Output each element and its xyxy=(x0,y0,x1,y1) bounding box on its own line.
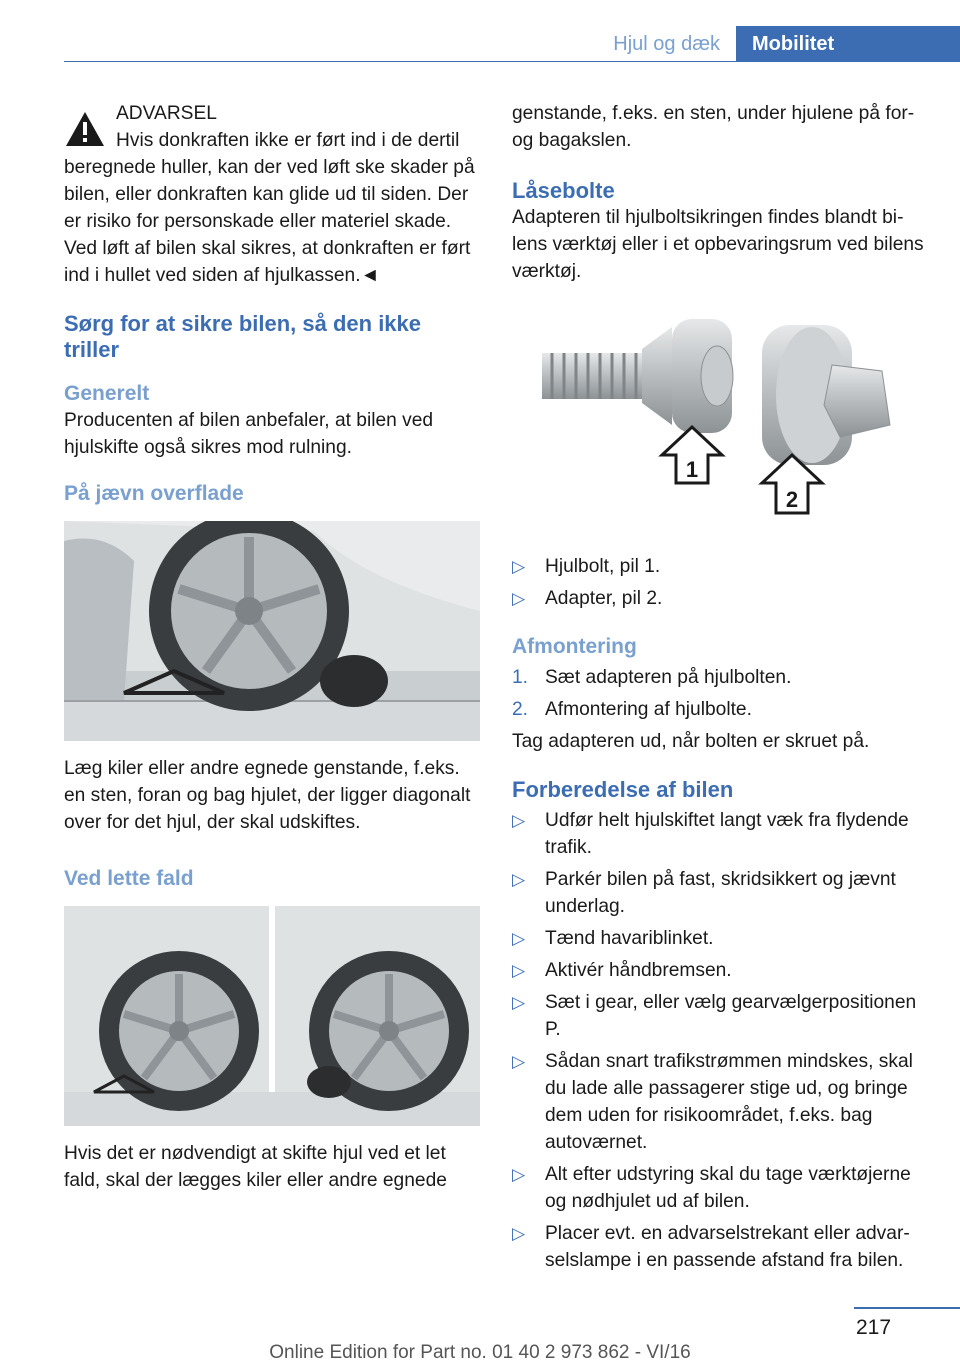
left-column xyxy=(64,100,480,1194)
para-removal: Tag adapteren ud, når bolten er skruet på. xyxy=(512,731,870,752)
list-item: ▷ Sæt i gear, eller vælg gearvælgerpositionen P. xyxy=(512,989,928,1043)
triangle-bullet-icon: ▷ xyxy=(512,1165,526,1184)
heading-slight-slope: Ved lette fald xyxy=(64,867,194,890)
arrow-label-1 xyxy=(662,427,722,483)
list-item: ▷ Udfør helt hjulskiftet langt væk fra flydende trafik. xyxy=(512,807,928,861)
triangle-bullet-icon: ▷ xyxy=(512,1052,526,1071)
warning-triangle-icon xyxy=(64,110,106,148)
wheel-slope-illustration xyxy=(64,906,480,1126)
list-item: ▷ Alt efter udstyring skal du tage værktøjerne og nødhjulet ud af bilen. xyxy=(512,1161,928,1215)
right-column xyxy=(512,100,928,1279)
list-item: ▷ Aktivér håndbremsen. xyxy=(512,957,928,984)
triangle-bullet-icon: ▷ xyxy=(512,993,526,1012)
chapter-tab[interactable]: Mobilitet xyxy=(736,26,960,62)
list-item: ▷ Placer evt. en advarselstrekant eller advarselslampe i en passende afstand fra bilen. xyxy=(512,1220,928,1274)
list-item: ▷ Adapter, pil 2. xyxy=(512,585,928,612)
figure-label-2: 2 xyxy=(785,487,799,512)
warning-first-line: Hvis donkraften ikke er ført ind i de dertil xyxy=(116,130,460,151)
bolt-adapter-illustration xyxy=(512,305,928,535)
removal-steps xyxy=(512,664,928,723)
para-slight-slope: Hvis det er nødvendigt at skifte hjul ved et let fald, skal der lægges kiler eller andre egnede xyxy=(64,1143,447,1191)
heading-removal: Afmontering xyxy=(512,635,637,658)
section-tab[interactable]: Hjul og dæk xyxy=(613,33,720,55)
edition-footer: Online Edition for Part no. 01 40 2 973 862 - VI/16 xyxy=(269,1342,691,1363)
header-tabs xyxy=(613,26,960,62)
para-general: Producenten af bilen anbefaler, at bilen ved hjulskifte også sikres mod rulning. xyxy=(64,410,434,458)
triangle-bullet-icon: ▷ xyxy=(512,929,526,948)
parts-list xyxy=(512,553,928,612)
wheel-level-illustration xyxy=(64,521,480,741)
photo-wheel-chock-slope xyxy=(64,906,480,1126)
warning-block xyxy=(64,100,480,289)
footer-rule xyxy=(854,1307,960,1309)
heading-lock-bolts: Låsebolte xyxy=(512,178,615,203)
triangle-bullet-icon: ▷ xyxy=(512,811,526,830)
para-lock-bolts: Adapteren til hjulboltsikringen findes blandt bilens værktøj eller i et opbevaringsrum ved bilens værktøj. xyxy=(512,207,924,282)
triangle-bullet-icon: ▷ xyxy=(512,961,526,980)
list-item: ▷ Tænd havariblinket. xyxy=(512,925,928,952)
list-item: 1. Sæt adapteren på hjulbolten. xyxy=(512,667,792,688)
para-continued: genstande, f.eks. en sten, under hjulene på for- og bagakslen. xyxy=(512,103,915,151)
list-item: ▷ Hjulbolt, pil 1. xyxy=(512,553,928,580)
photo-wheel-chock-level xyxy=(64,521,480,741)
list-item: 2. Afmontering af hjulbolte. xyxy=(512,699,752,720)
adapter-icon xyxy=(762,325,890,465)
triangle-bullet-icon: ▷ xyxy=(512,870,526,889)
list-item: ▷ Sådan snart trafikstrømmen mindskes, skal du lade alle passagerer stige ud, og bringe dem uden for risikoområdet, f.eks. bag autoværnet. xyxy=(512,1048,928,1156)
list-item: ▷ Parkér bilen på fast, skridsikkert og jævnt underlag. xyxy=(512,866,928,920)
heading-secure-vehicle: Sørg for at sikre bilen, så den ikke triller xyxy=(64,311,422,362)
preparation-list xyxy=(512,807,928,1274)
triangle-bullet-icon: ▷ xyxy=(512,589,526,608)
wheel-bolt-icon xyxy=(542,319,733,433)
figure-label-1: 1 xyxy=(685,457,699,482)
header-rule xyxy=(64,61,960,62)
para-level-surface: Læg kiler eller andre egnede genstande, f.eks. en sten, foran og bag hjulet, der ligger diagonalt over for det hjul, der skal udskiftes. xyxy=(64,758,471,833)
warning-body: beregnede huller, kan der ved løft ske skader på bilen, eller donkraften kan glide ud til siden. Der er risiko for personskade eller materiel skade. Ved løft af bilen skal sikres, at donkraften er ført ind i hullet ved siden af hjulkassen.◄ xyxy=(64,157,475,286)
triangle-bullet-icon: ▷ xyxy=(512,557,526,576)
warning-title: ADVARSEL xyxy=(116,103,217,124)
triangle-bullet-icon: ▷ xyxy=(512,1224,526,1243)
heading-vehicle-preparation: Forberedelse af bilen xyxy=(512,777,734,802)
heading-general: Generelt xyxy=(64,382,150,405)
heading-level-surface: På jævn overflade xyxy=(64,482,244,505)
page-number: 217 xyxy=(856,1316,892,1339)
figure-bolt-adapter xyxy=(512,305,928,535)
